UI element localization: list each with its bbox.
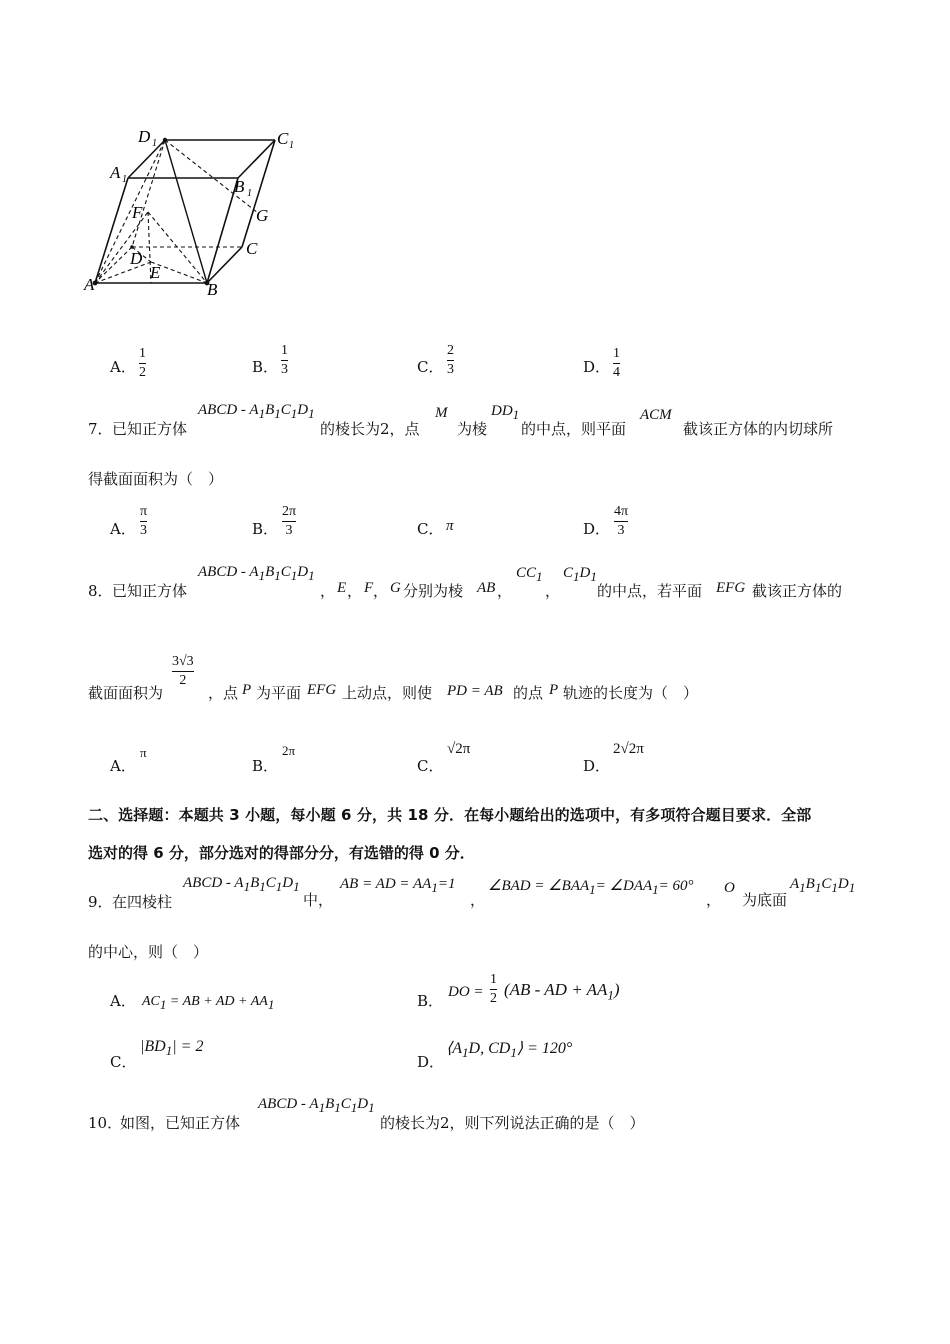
q9-prism: ABCD - $A_1B_1C_1D_1$ bbox=[183, 875, 300, 894]
q6-option-c-value: 2 3 bbox=[447, 343, 454, 377]
q8-option-a-value: π bbox=[140, 745, 147, 760]
q6-option-c-letter: C． bbox=[417, 358, 444, 376]
label-c: C bbox=[246, 239, 258, 258]
q7-option-a-value: π 3 bbox=[140, 504, 148, 538]
q7-number: 7． bbox=[88, 420, 113, 438]
label-e: E bbox=[150, 263, 161, 282]
q9-option-b-fraction: 1 2 bbox=[490, 972, 497, 1006]
q10-cube: ABCD - $A_1B_1C_1D_1$ bbox=[258, 1096, 375, 1115]
q9-option-d: $⟨A_1D$, $CD_1⟩ = 120^\circ$ bbox=[446, 1040, 573, 1061]
q8-area-fraction: 3√3 2 bbox=[172, 654, 194, 688]
q7-option-d-value: 4π 3 bbox=[614, 504, 629, 538]
q6-option-b-letter: B． bbox=[252, 358, 279, 376]
label-a1: A bbox=[110, 163, 121, 182]
q9-option-b-lhs: DO = bbox=[448, 984, 484, 1000]
q7-option-c-value: π bbox=[446, 518, 454, 534]
svg-text:1: 1 bbox=[122, 174, 127, 185]
q7-option-b-value: 2π 3 bbox=[282, 504, 297, 538]
label-d1: D bbox=[138, 127, 151, 146]
q6-option-d-letter: D． bbox=[583, 358, 611, 376]
q8-option-b-value: 2π bbox=[282, 743, 296, 758]
label-c1: C bbox=[277, 129, 289, 148]
q8-option-c-value: √2π bbox=[447, 741, 471, 757]
q8-option-d-value: 2√2π bbox=[613, 741, 644, 757]
q8-cube: ABCD - $A_1B_1C_1D_1$ bbox=[198, 564, 315, 583]
label-b1: B bbox=[234, 177, 245, 196]
q9-option-b-rhs: (AB - AD + $AA_1$) bbox=[504, 980, 620, 1003]
svg-text:1: 1 bbox=[289, 140, 294, 151]
q6-option-a-value: 1 2 bbox=[139, 346, 146, 380]
svg-text:1: 1 bbox=[152, 138, 157, 149]
q6-option-d-value: 1 4 bbox=[613, 346, 620, 380]
q7-cube: ABCD - $A_1B_1C_1D_1$ bbox=[198, 402, 315, 421]
prism-figure bbox=[80, 120, 320, 305]
q9-option-a: $AC_1$ = AB + AD + $AA_1$ bbox=[142, 994, 275, 1012]
label-a: A bbox=[84, 275, 95, 294]
svg-text:1: 1 bbox=[247, 188, 252, 199]
label-f: F bbox=[132, 203, 143, 222]
q6-option-a-letter: A． bbox=[110, 358, 136, 376]
label-b: B bbox=[207, 280, 218, 299]
label-d: D bbox=[130, 249, 143, 268]
q9-option-c: $|BD_1| = 2$ bbox=[140, 1038, 204, 1059]
label-g: G bbox=[256, 206, 269, 225]
q6-option-b-value: 1 3 bbox=[281, 343, 288, 377]
